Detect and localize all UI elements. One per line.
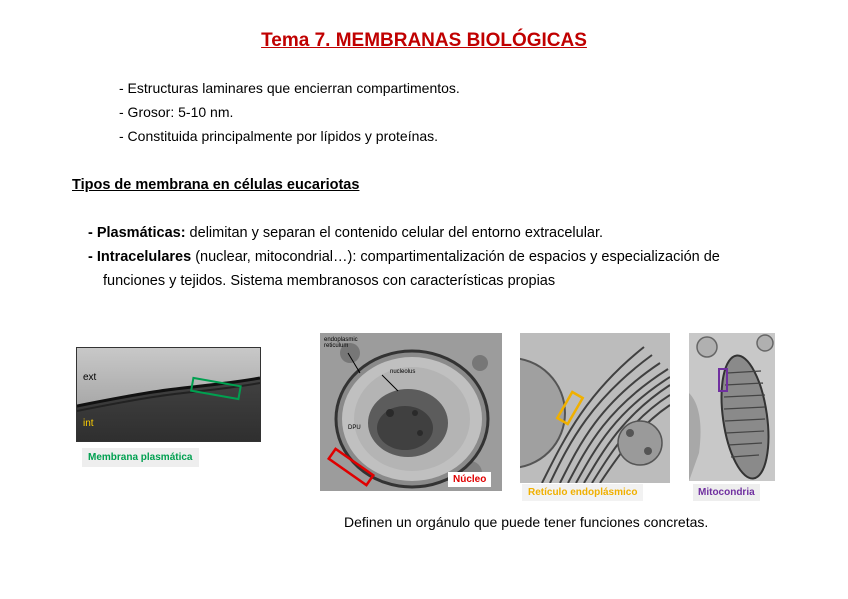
- type-plasmaticas-label: - Plasmáticas:: [88, 225, 186, 241]
- er-micrograph: [520, 333, 670, 483]
- bullet-item: - Constituida principalmente por lípidos y proteínas.: [119, 128, 439, 144]
- membrane-types: [88, 221, 818, 293]
- type-plasmaticas: [88, 221, 818, 245]
- footer-text: Definen un orgánulo que puede tener funciones concretas.: [344, 514, 709, 530]
- intro-bullets: [119, 76, 460, 148]
- type-intracelulares-label: - Intracelulares: [88, 249, 192, 265]
- nucleus-micrograph-image: [320, 333, 502, 491]
- caption-nucleo: Núcleo: [448, 472, 491, 487]
- bullet-item: - Grosor: 5-10 nm.: [119, 104, 234, 120]
- label-nucleolus: nucleolus: [390, 369, 416, 375]
- mitochondria-micrograph: [689, 333, 775, 481]
- mitochondria-micrograph-image: [689, 333, 775, 481]
- section-heading: Tipos de membrana en células eucariotas: [72, 177, 360, 193]
- er-micrograph-image: [520, 333, 670, 483]
- membrane-micrograph-image: [77, 348, 260, 441]
- label-int: int: [83, 418, 94, 429]
- type-plasmaticas-text: delimitan y separan el contenido celular del entorno extracelular.: [185, 225, 604, 241]
- type-intracelulares-text: (nuclear, mitocondrial…): compartimentalización de espacios y especialización de: [191, 249, 720, 265]
- membrane-micrograph: [76, 347, 261, 442]
- type-intracelulares-continued: funciones y tejidos. Sistema membranosos con características propias: [103, 273, 556, 289]
- label-dpu: DPU: [348, 425, 361, 431]
- caption-membrana: Membrana plasmática: [82, 448, 199, 467]
- label-endoplasmic-reticulum: endoplasmic reticulum: [324, 337, 358, 349]
- label-ext: ext: [83, 372, 97, 383]
- type-intracelulares: [88, 245, 818, 269]
- caption-reticulo: Retículo endoplásmico: [522, 484, 643, 501]
- page-title: Tema 7. MEMBRANAS BIOLÓGICAS: [261, 30, 587, 51]
- caption-mitocondria: Mitocondria: [693, 484, 760, 501]
- bullet-item: - Estructuras laminares que encierran compartimentos.: [119, 80, 460, 96]
- nucleus-micrograph: [320, 333, 502, 491]
